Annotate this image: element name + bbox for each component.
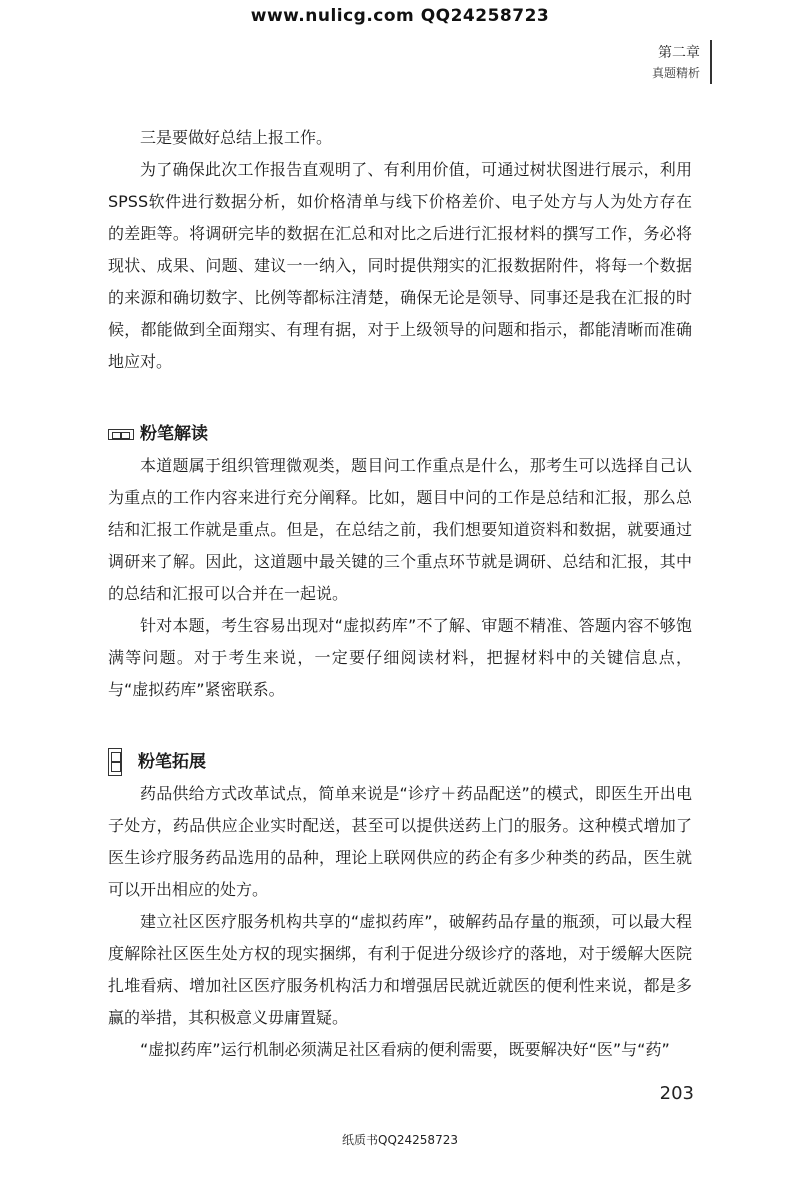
section-title-jiedu: 粉笔解读 (140, 424, 208, 444)
paragraph-jiedu-1: 本道题属于组织管理微观类，题目问工作重点是什么，那考生可以选择自己认为重点的工作内容来进行充分阐释。比如，题目中问的工作是总结和汇报，那么总结和汇报工作就是重点。但是，在总结之前，我们想要知道资料和数据，就要通过调研来了解。因此，这道题中最关键的三个重点环节就是调研、总结和汇报，其中的总结和汇报可以合并在一起说。 (108, 456, 692, 603)
paragraph-tuozhan-3: “虚拟药库”运行机制必须满足社区看病的便利需要，既要解决好“医”与“药” (140, 1040, 670, 1059)
paragraph-tuozhan-2: 建立社区医疗服务机构共享的“虚拟药库”，破解药品存量的瓶颈，可以最大程度解除社区医生处方权的现实捆绑，有利于促进分级诊疗的落地，对于缓解大医院扎堆看病、增加社区医疗服务机构活力和增强居民就近就医的便利性来说，都是多赢的举措，其积极意义毋庸置疑。 (108, 912, 692, 1027)
page-body (108, 122, 692, 1066)
watermark-top: www.nulicg.com QQ24258723 (250, 6, 550, 26)
paragraph-intro-2: 为了确保此次工作报告直观明了、有利用价值，可通过树状图进行展示，利用SPSS软件进行数据分析，如价格清单与线下价格差价、电子处方与人为处方存在的差距等。将调研完毕的数据在汇总和对比之后进行汇报材料的撰写工作，务必将现状、成果、问题、建议一一纳入，同时提供翔实的汇报数据附件，将每一个数据的来源和确切数字、比例等都标注清楚，确保无论是领导、同事还是我在汇报的时候，都能做到全面翔实、有理有据，对于上级领导的问题和指示，都能清晰而准确地应对。 (108, 160, 692, 371)
section-title-tuozhan: 粉笔拓展 (138, 752, 206, 772)
tuozhan-icon (108, 748, 122, 776)
jiedu-icon (108, 429, 134, 440)
paragraph-jiedu-2: 针对本题，考生容易出现对“虚拟药库”不了解、审题不精准、答题内容不够饱满等问题。对于考生来说，一定要仔细阅读材料，把握材料中的关键信息点，与“虚拟药库”紧密联系。 (108, 616, 692, 699)
chapter-title: 第二章 (658, 45, 700, 61)
chapter-header (652, 42, 700, 82)
section-heading-tuozhan (108, 746, 692, 778)
chapter-subtitle: 真题精析 (651, 66, 700, 80)
paragraph-tuozhan-1: 药品供给方式改革试点，简单来说是“诊疗＋药品配送”的模式，即医生开出电子处方，药品供应企业实时配送，甚至可以提供送药上门的服务。这种模式增加了医生诊疗服务药品选用的品种，理论上联网供应的药企有多少种类的药品，医生就可以开出相应的处方。 (108, 784, 692, 899)
paragraph-intro-1: 三是要做好总结上报工作。 (140, 128, 333, 147)
chapter-divider (710, 40, 712, 84)
page-number: 203 (659, 1083, 694, 1104)
watermark-bottom: 纸质书QQ24258723 (342, 1133, 458, 1147)
section-heading-jiedu (108, 418, 692, 450)
